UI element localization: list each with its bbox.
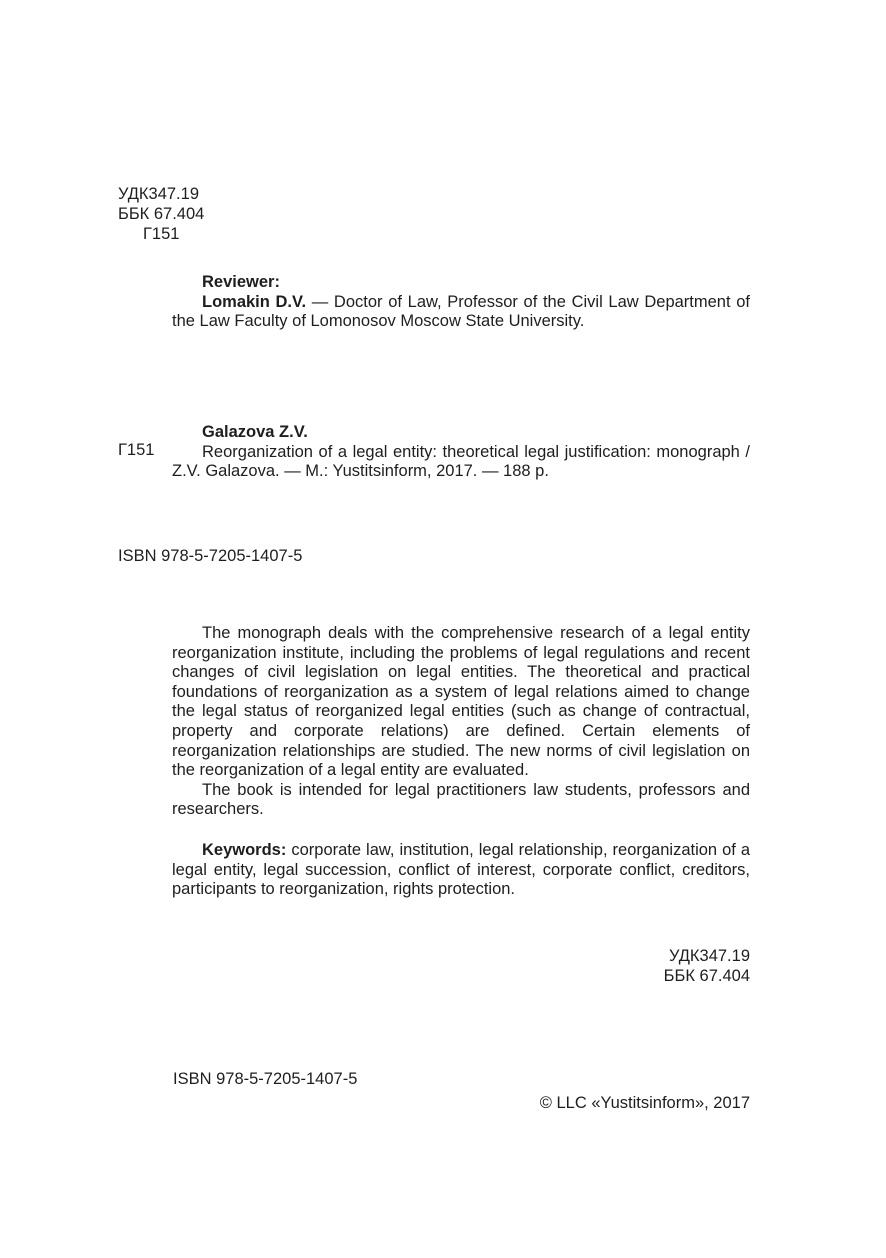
isbn-top: ISBN 978-5-7205-1407-5 [118,547,303,565]
classification-bottom [172,947,750,986]
copyright: © LLC «Yustitsinform», 2017 [539,1094,750,1112]
bibliographic-mark: Г151 [118,441,155,459]
abstract-paragraph: The book is intended for legal practitioners law students, professors and researchers. [172,780,750,819]
udk-code-bottom: УДК347.19 [669,947,750,965]
reviewer-name: Lomakin D.V. [202,292,307,311]
reviewer-description: — Doctor of Law, Professor of the Civil Law Department of the Law Faculty of Lomonosov Moscow State University. [172,292,750,331]
isbn-bottom: ISBN 978-5-7205-1407-5 [173,1070,358,1088]
citation: Reorganization of a legal entity: theoretical legal justification: monograph / Z.V. Galazova. — M.: Yustitsinform, 2017. — 188 p. [172,442,750,481]
reviewer-heading: Reviewer: [202,273,280,291]
keywords-label: Keywords: [202,841,287,859]
abstract-paragraph: The monograph deals with the comprehensive research of a legal entity reorganization institute, including the problems of legal regulations and recent changes of civil legislation on legal entities. The theoretical and practical foundations of reorganization as a system of legal relations aimed to change the legal status of reorganized legal entities (such as change of contractual, property and corporate relations) are defined. Certain elements of reorganization relationships are studied. The new norms of civil legislation on the reorganization of a legal entity are evaluated. [172,624,750,780]
udk-code: УДК347.19 [118,185,199,203]
abstract [172,624,750,820]
bbk-code: ББК 67.404 [118,205,205,223]
keywords [172,841,750,900]
reviewer-block [172,273,750,332]
bbk-code-bottom: ББК 67.404 [663,966,750,985]
author-mark: Г151 [143,225,180,243]
keywords-text: corporate law, institution, legal relationship, reorganization of a legal entity, legal succession, conflict of interest, corporate conflict, creditors, participants to reorganization, rights protection. [172,841,750,899]
bibliographic-entry [172,423,750,482]
author-name: Galazova Z.V. [202,423,308,441]
